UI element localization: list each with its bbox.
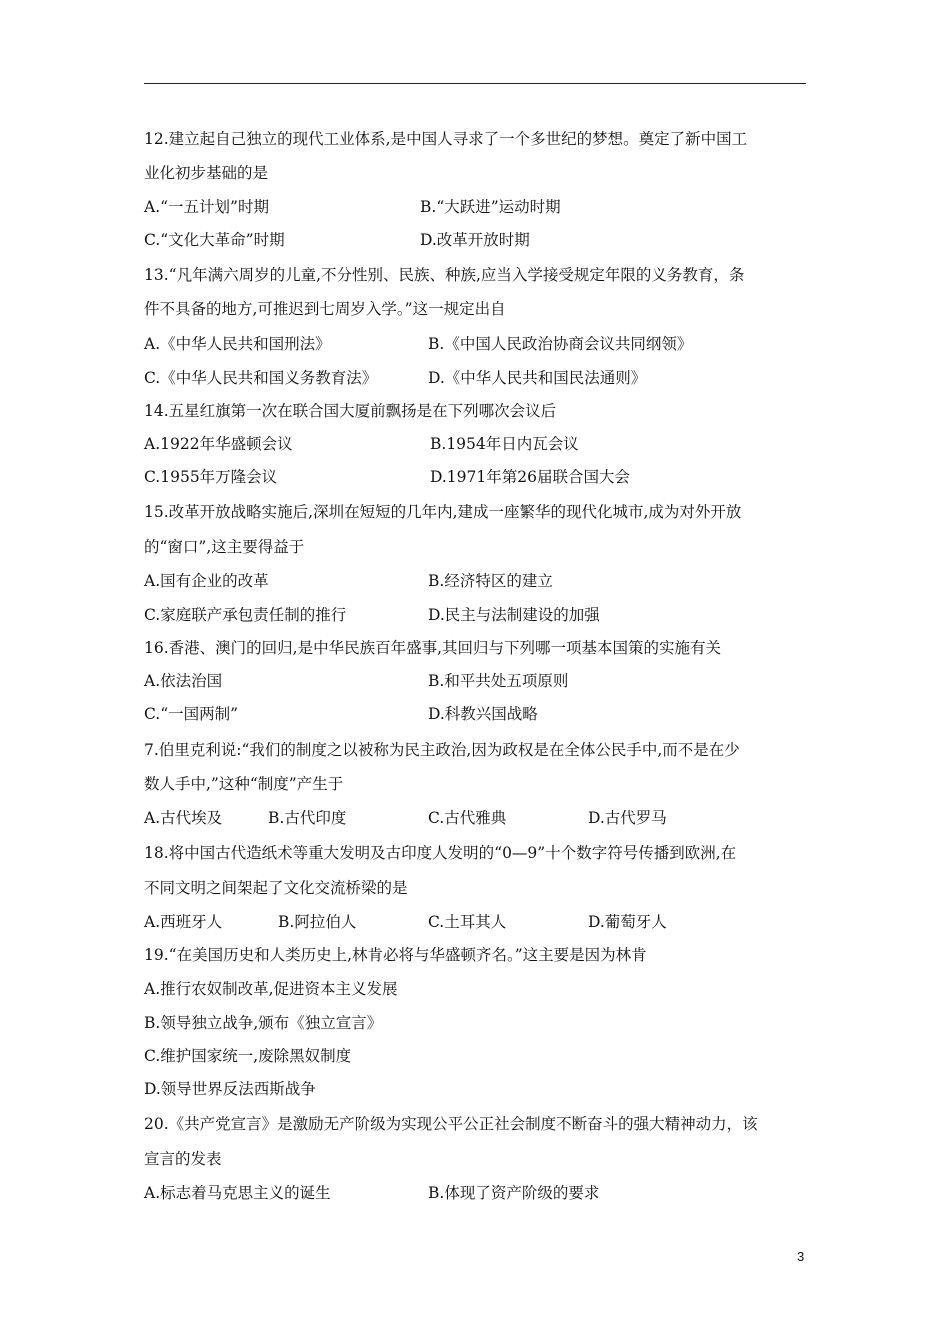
option-b[interactable]: B.体现了资产阶级的要求: [428, 1184, 600, 1202]
option-d[interactable]: D.葡萄牙人: [588, 913, 667, 931]
option-a[interactable]: A.“一五计划”时期: [144, 198, 269, 216]
question-stem: 数人手中,”这种“制度”产生于: [144, 775, 344, 793]
option-a[interactable]: A.依法治国: [144, 672, 223, 690]
option-b[interactable]: B.领导独立战争,颁布《独立宣言》: [144, 1014, 383, 1032]
question-stem: 18.将中国古代造纸术等重大发明及古印度人发明的“0—9”十个数字符号传播到欧洲,在: [144, 844, 737, 862]
page-number: 3: [797, 1249, 805, 1264]
option-c[interactable]: C.维护国家统一,废除黑奴制度: [144, 1047, 352, 1065]
option-d[interactable]: D.领导世界反法西斯战争: [144, 1080, 316, 1098]
option-d[interactable]: D.民主与法制建设的加强: [428, 606, 600, 624]
option-b[interactable]: B.经济特区的建立: [428, 572, 553, 590]
question-stem: 的“窗口”,这主要得益于: [144, 538, 305, 556]
option-a[interactable]: A.西班牙人: [144, 913, 223, 931]
option-c[interactable]: C.土耳其人: [428, 913, 507, 931]
option-b[interactable]: B.古代印度: [268, 809, 347, 827]
question-stem: 16.香港、澳门的回归,是中华民族百年盛事,其回归与下列哪一项基本国策的实施有关: [144, 639, 722, 657]
header-rule: [144, 83, 806, 84]
option-a[interactable]: A.古代埃及: [144, 809, 223, 827]
option-c[interactable]: C.“文化大革命”时期: [144, 231, 285, 249]
option-c[interactable]: C.家庭联产承包责任制的推行: [144, 606, 347, 624]
option-a[interactable]: A.国有企业的改革: [144, 572, 269, 590]
option-b[interactable]: B.《中国人民政治协商会议共同纲领》: [428, 335, 693, 353]
option-d[interactable]: D.改革开放时期: [420, 231, 530, 249]
option-c[interactable]: C.古代雅典: [428, 809, 507, 827]
question-stem: 19.“在美国历史和人类历史上,林肯必将与华盛顿齐名。”这主要是因为林肯: [144, 946, 647, 964]
option-a[interactable]: A.标志着马克思主义的诞生: [144, 1184, 331, 1202]
question-stem: 14.五星红旗第一次在联合国大厦前飘扬是在下列哪次会议后: [144, 402, 557, 420]
option-d[interactable]: D.古代罗马: [588, 809, 667, 827]
option-a[interactable]: A.《中华人民共和国刑法》: [144, 335, 331, 353]
option-b[interactable]: B.阿拉伯人: [278, 913, 357, 931]
question-stem: 15.改革开放战略实施后,深圳在短短的几年内,建成一座繁华的现代化城市,成为对外开放: [144, 503, 742, 521]
question-stem: 件不具备的地方,可推迟到七周岁入学。”这一规定出自: [144, 300, 506, 318]
question-stem: 宣言的发表: [144, 1150, 222, 1168]
question-stem: 不同文明之间架起了文化交流桥梁的是: [144, 879, 408, 897]
question-stem: 20.《共产党宣言》是激励无产阶级为实现公平公正社会制度不断奋斗的强大精神动力，该: [144, 1115, 758, 1133]
question-stem: 12.建立起自己独立的现代工业体系,是中国人寻求了一个多世纪的梦想。奠定了新中国工: [144, 130, 748, 148]
option-d[interactable]: D.《中华人民共和国民法通则》: [428, 369, 647, 387]
option-c[interactable]: C.《中华人民共和国义务教育法》: [144, 369, 378, 387]
question-stem: 7.伯里克利说:“我们的制度之以被称为民主政治,因为政权是在全体公民手中,而不是在少: [144, 741, 740, 759]
option-c[interactable]: C.“一国两制”: [144, 705, 239, 723]
option-d[interactable]: D.1971年第26届联合国大会: [430, 468, 630, 486]
option-a[interactable]: A.1922年华盛顿会议: [144, 435, 293, 453]
question-stem: 业化初步基础的是: [144, 164, 269, 182]
question-stem: 13.“凡年满六周岁的儿童,不分性别、民族、种族,应当入学接受规定年限的义务教育，条: [144, 266, 745, 284]
option-a[interactable]: A.推行农奴制改革,促进资本主义发展: [144, 980, 398, 998]
option-b[interactable]: B.1954年日内瓦会议: [430, 435, 579, 453]
option-c[interactable]: C.1955年万隆会议: [144, 468, 278, 486]
option-b[interactable]: B.和平共处五项原则: [428, 672, 569, 690]
option-d[interactable]: D.科教兴国战略: [428, 705, 538, 723]
option-b[interactable]: B.“大跃进”运动时期: [420, 198, 561, 216]
